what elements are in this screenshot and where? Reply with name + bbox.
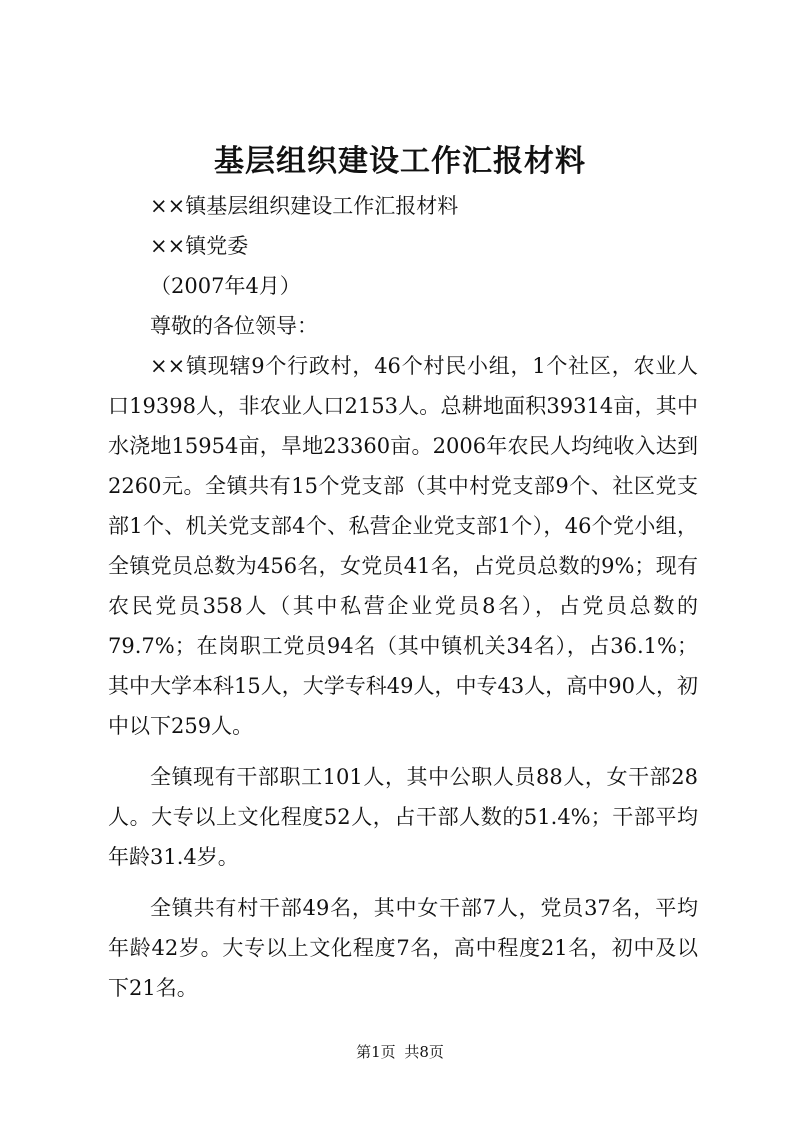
date-line: （2007年4月） (150, 274, 301, 298)
salutation: 尊敬的各位领导： (150, 314, 318, 338)
paragraph-staff: 全镇现有干部职工101人，其中公职人员88人，女干部28人。大专以上文化程度52人，占干部人数的51.4%；干部平均年龄31.4岁。 (108, 765, 698, 869)
document-title: 基层组织建设工作汇报材料 (214, 144, 586, 179)
paragraph-village-cadres: 全镇共有村干部49名，其中女干部7人，党员37名，平均年龄42岁。大专以上文化程度7名，高中程度21名，初中及以下21名。 (108, 896, 698, 1000)
paragraph-overview: ××镇现辖9个行政村，46个村民小组，1个社区，农业人口19398人，非农业人口2153人。总耕地面积39314亩，其中水浇地15954亩，旱地23360亩。2006年农民人均纯收入达到2260元。全镇共有15个党支部（其中村党支部9个、社区党支部1个、机关党支部4个、私营企业党支部1个），46个党小组，全镇党员总数为456名，女党员41名，占党员总数的9%；现有农民党员358人（其中私营企业党员8名），占党员总数的79.7%；在岗职工党员94名（其中镇机关34名），占36.1%；其中大学本科15人，大学专科49人，中专43人，高中90人，初中以下259人。 (108, 354, 698, 738)
subtitle-line: ××镇基层组织建设工作汇报材料 (150, 194, 459, 218)
author-line: ××镇党委 (150, 234, 249, 258)
document-body (108, 186, 698, 1008)
page-footer (0, 1040, 800, 1064)
page-number: 第1页 (356, 1043, 396, 1061)
page-total: 共8页 (404, 1043, 444, 1061)
